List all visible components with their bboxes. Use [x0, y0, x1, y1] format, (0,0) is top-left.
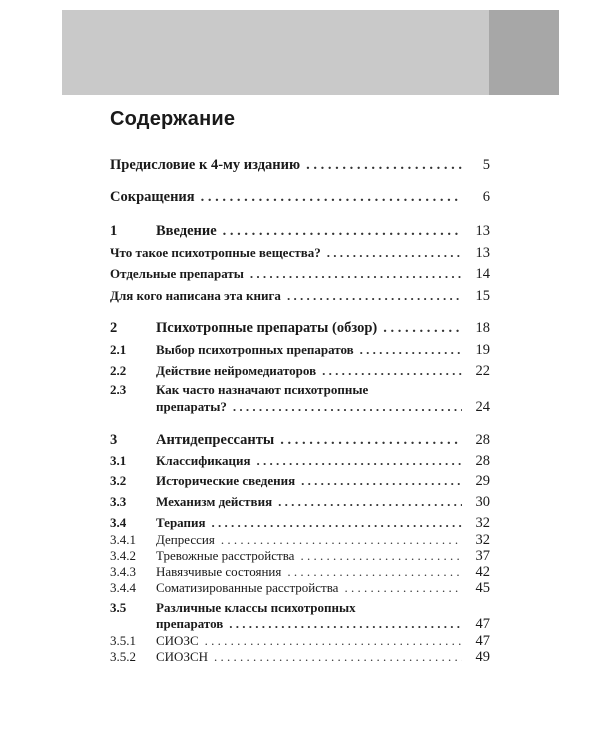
toc-entry-page: 18 [475, 320, 490, 336]
toc-entry[interactable] [110, 266, 490, 284]
toc-entry-number: 3.4.3 [110, 564, 136, 579]
toc-entry-label: Для кого написана эта книга [110, 288, 281, 303]
toc-entry-label: Действие нейромедиаторов [156, 363, 317, 378]
toc-entry-number: 3.4.1 [110, 532, 136, 547]
dot-leader [201, 189, 462, 206]
toc-entry-page: 24 [475, 399, 490, 415]
dot-leader [221, 532, 462, 548]
toc-entry-page: 22 [475, 363, 490, 379]
toc-entry-label: Терапия [156, 515, 206, 530]
toc-entry[interactable] [110, 342, 490, 360]
dot-leader [214, 649, 462, 665]
toc-entry[interactable] [110, 245, 490, 263]
dot-leader [300, 548, 462, 564]
toc-entry-label: Навязчивые состояния [156, 564, 282, 579]
toc-entry-label: Различные классы психотропных [156, 600, 356, 615]
toc-entry-label: Антидепрессанты [156, 432, 275, 448]
toc-entry-page: 15 [475, 288, 490, 304]
toc-entry-number: 2.2 [110, 363, 127, 378]
toc-entry-number: 1 [110, 223, 118, 239]
toc-entry-label: СИОЗСН [156, 649, 209, 664]
toc-entry-number: 3.4.2 [110, 548, 136, 563]
toc-entry-label: Что такое психотропные вещества? [110, 245, 321, 260]
toc-entry-number: 3 [110, 432, 118, 448]
toc-entry-label: Соматизированные расстройства [156, 580, 339, 595]
toc-entry-page: 28 [475, 453, 490, 469]
toc-entry[interactable] [110, 399, 490, 417]
toc-entry-number: 3.1 [110, 453, 127, 468]
header-tab [489, 10, 559, 95]
toc-entry[interactable] [110, 473, 490, 491]
toc-entry-page: 37 [475, 548, 490, 564]
toc-entry[interactable] [110, 453, 490, 471]
toc-entry-page: 13 [475, 223, 490, 239]
toc-entry-page: 13 [475, 245, 490, 261]
toc-entry-number: 2.1 [110, 342, 127, 357]
dot-leader [327, 245, 462, 261]
dot-leader [233, 399, 462, 415]
toc-entry[interactable] [110, 223, 490, 241]
toc-entry-label: Выбор психотропных препаратов [156, 342, 354, 357]
toc-entry-label-continued: препаратов [156, 616, 224, 631]
toc-entry-page: 47 [475, 633, 490, 649]
toc-entry[interactable] [110, 157, 490, 175]
toc-entry-page: 19 [475, 342, 490, 358]
toc-entry[interactable] [110, 649, 490, 667]
toc-entry-label: Предисловие к 4-му изданию [110, 157, 301, 173]
dot-leader [306, 157, 462, 174]
toc-entry[interactable] [110, 515, 490, 533]
toc-entry-page: 5 [482, 157, 490, 173]
toc-entry-label: Классификация [156, 453, 251, 468]
dot-leader [250, 266, 462, 282]
dot-leader [278, 494, 462, 510]
toc-entry[interactable] [110, 616, 490, 634]
toc-entry-number: 3.2 [110, 473, 127, 488]
toc-entry-label: Сокращения [110, 189, 195, 205]
toc-entry-label: Механизм действия [156, 494, 273, 509]
toc-entry-label: Как часто назначают психотропные [156, 382, 369, 397]
toc-entry-number: 3.4.4 [110, 580, 136, 595]
toc-entry-label: Тревожные расстройства [156, 548, 295, 563]
toc-entry[interactable] [110, 580, 490, 598]
toc-entry-number: 2.3 [110, 382, 127, 397]
toc-entry-page: 47 [475, 616, 490, 632]
dot-leader [301, 473, 462, 489]
toc-entry-page: 28 [475, 432, 490, 448]
dot-leader [344, 580, 462, 596]
toc-entry-label: Исторические сведения [156, 473, 296, 488]
dot-leader [205, 633, 462, 649]
toc-entry-number: 2 [110, 320, 118, 336]
toc-entry-number: 3.3 [110, 494, 127, 509]
toc-entry-number: 3.5.1 [110, 633, 136, 648]
toc-entry-number: 3.4 [110, 515, 127, 530]
toc-entry-label: Отдельные препараты [110, 266, 244, 281]
toc-entry-number: 3.5 [110, 600, 127, 615]
toc-entry[interactable] [110, 363, 490, 381]
dot-leader [360, 342, 462, 358]
dot-leader [229, 616, 462, 632]
dot-leader [212, 515, 462, 531]
toc-entry-page: 6 [482, 189, 490, 205]
toc-entry-number-row [110, 382, 490, 400]
toc-entry-page: 29 [475, 473, 490, 489]
toc-entry-page: 42 [475, 564, 490, 580]
dot-leader [287, 288, 462, 304]
toc-entry-label: Введение [156, 223, 217, 239]
toc-entry[interactable] [110, 288, 490, 306]
toc-entry-label: Психотропные препараты (обзор) [156, 320, 378, 336]
toc-entry[interactable] [110, 189, 490, 207]
toc-entry[interactable] [110, 320, 490, 338]
toc-entry[interactable] [110, 494, 490, 512]
header-band [62, 10, 559, 95]
dot-leader [223, 223, 462, 240]
toc-entry[interactable] [110, 432, 490, 450]
toc-entry-page: 30 [475, 494, 490, 510]
toc-entry-page: 32 [475, 515, 490, 531]
toc-entry-label: СИОЗС [156, 633, 199, 648]
toc-entry-page: 14 [475, 266, 490, 282]
toc-entry-page: 32 [475, 532, 490, 548]
toc-entry-label-continued: препараты? [156, 399, 227, 414]
dot-leader [383, 320, 462, 337]
dot-leader [287, 564, 462, 580]
page-title: Содержание [110, 108, 236, 130]
dot-leader [280, 432, 462, 449]
toc-entry-number: 3.5.2 [110, 649, 136, 664]
dot-leader [322, 363, 462, 379]
dot-leader [257, 453, 462, 469]
toc-entry-label: Депрессия [156, 532, 215, 547]
toc-entry-page: 49 [475, 649, 490, 665]
toc-entry-page: 45 [475, 580, 490, 596]
